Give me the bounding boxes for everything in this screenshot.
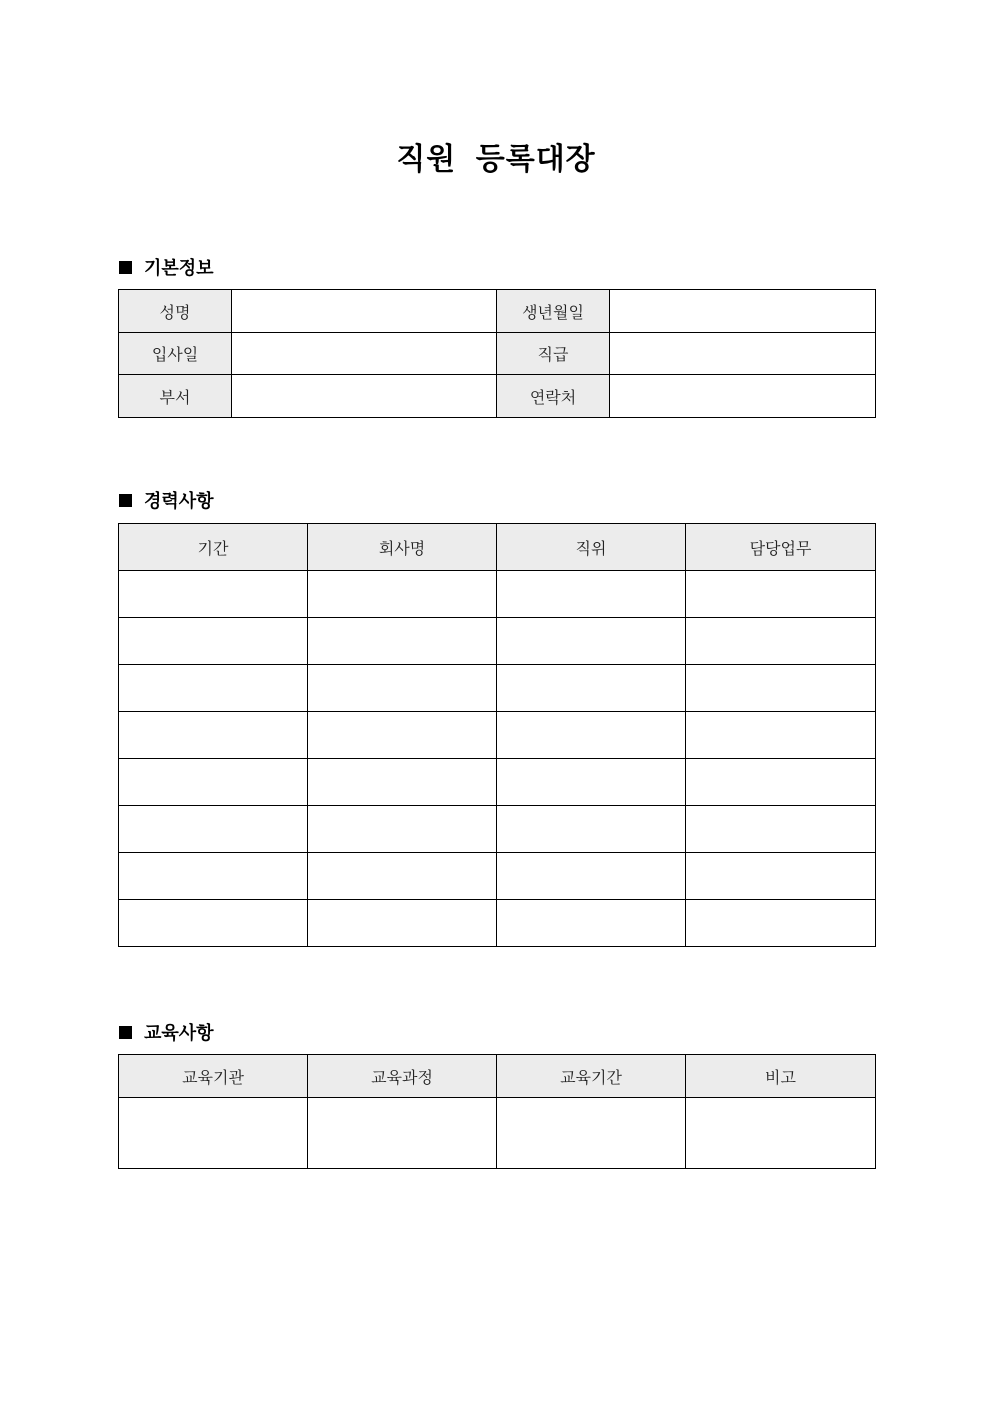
name-field[interactable] (232, 290, 497, 333)
career-duties-cell[interactable] (686, 759, 876, 806)
career-position-cell[interactable] (497, 759, 686, 806)
birthdate-field[interactable] (610, 290, 876, 333)
column-header-course: 교육과정 (308, 1055, 497, 1098)
column-header-remarks: 비고 (686, 1055, 876, 1098)
section-heading-basic (119, 254, 214, 280)
table-row (119, 375, 876, 418)
section-heading-education (119, 1019, 214, 1045)
column-header-period: 기간 (119, 524, 308, 571)
label-name: 성명 (119, 290, 232, 333)
column-header-duties: 담당업무 (686, 524, 876, 571)
career-table (118, 523, 876, 947)
career-period-cell[interactable] (119, 712, 308, 759)
career-duties-cell[interactable] (686, 665, 876, 712)
table-header-row (119, 1055, 876, 1098)
career-company-cell[interactable] (308, 900, 497, 947)
column-header-position: 직위 (497, 524, 686, 571)
table-row (119, 853, 876, 900)
square-bullet-icon (119, 1026, 132, 1039)
label-birthdate: 생년월일 (497, 290, 610, 333)
label-department: 부서 (119, 375, 232, 418)
column-header-institution: 교육기관 (119, 1055, 308, 1098)
education-course-cell[interactable] (308, 1098, 497, 1169)
table-row (119, 571, 876, 618)
section-heading-label: 교육사항 (144, 1023, 214, 1044)
label-rank: 직급 (497, 333, 610, 375)
career-company-cell[interactable] (308, 665, 497, 712)
career-company-cell[interactable] (308, 853, 497, 900)
career-duties-cell[interactable] (686, 712, 876, 759)
table-row (119, 712, 876, 759)
table-row (119, 290, 876, 333)
career-duties-cell[interactable] (686, 853, 876, 900)
career-position-cell[interactable] (497, 900, 686, 947)
career-period-cell[interactable] (119, 618, 308, 665)
career-company-cell[interactable] (308, 806, 497, 853)
label-contact: 연락처 (497, 375, 610, 418)
column-header-education-period: 교육기간 (497, 1055, 686, 1098)
table-row (119, 333, 876, 375)
table-row (119, 806, 876, 853)
square-bullet-icon (119, 261, 132, 274)
square-bullet-icon (119, 494, 132, 507)
career-position-cell[interactable] (497, 571, 686, 618)
career-company-cell[interactable] (308, 759, 497, 806)
career-position-cell[interactable] (497, 806, 686, 853)
hire-date-field[interactable] (232, 333, 497, 375)
label-hire-date: 입사일 (119, 333, 232, 375)
education-period-cell[interactable] (497, 1098, 686, 1169)
career-period-cell[interactable] (119, 806, 308, 853)
education-table (118, 1054, 876, 1169)
career-position-cell[interactable] (497, 618, 686, 665)
section-heading-career (119, 487, 214, 513)
career-period-cell[interactable] (119, 759, 308, 806)
career-period-cell[interactable] (119, 571, 308, 618)
table-row (119, 759, 876, 806)
career-duties-cell[interactable] (686, 571, 876, 618)
table-row (119, 665, 876, 712)
career-company-cell[interactable] (308, 618, 497, 665)
career-company-cell[interactable] (308, 712, 497, 759)
career-period-cell[interactable] (119, 853, 308, 900)
education-remarks-cell[interactable] (686, 1098, 876, 1169)
career-period-cell[interactable] (119, 665, 308, 712)
table-row (119, 1098, 876, 1169)
career-duties-cell[interactable] (686, 806, 876, 853)
table-row (119, 618, 876, 665)
section-heading-label: 기본정보 (144, 258, 214, 279)
career-position-cell[interactable] (497, 712, 686, 759)
career-period-cell[interactable] (119, 900, 308, 947)
section-heading-label: 경력사항 (144, 491, 214, 512)
contact-field[interactable] (610, 375, 876, 418)
table-header-row (119, 524, 876, 571)
department-field[interactable] (232, 375, 497, 418)
career-duties-cell[interactable] (686, 618, 876, 665)
document-title: 직원 등록대장 (396, 142, 596, 177)
table-row (119, 900, 876, 947)
career-position-cell[interactable] (497, 665, 686, 712)
career-duties-cell[interactable] (686, 900, 876, 947)
career-position-cell[interactable] (497, 853, 686, 900)
column-header-company: 회사명 (308, 524, 497, 571)
basic-info-table (118, 289, 876, 418)
education-institution-cell[interactable] (119, 1098, 308, 1169)
rank-field[interactable] (610, 333, 876, 375)
career-company-cell[interactable] (308, 571, 497, 618)
